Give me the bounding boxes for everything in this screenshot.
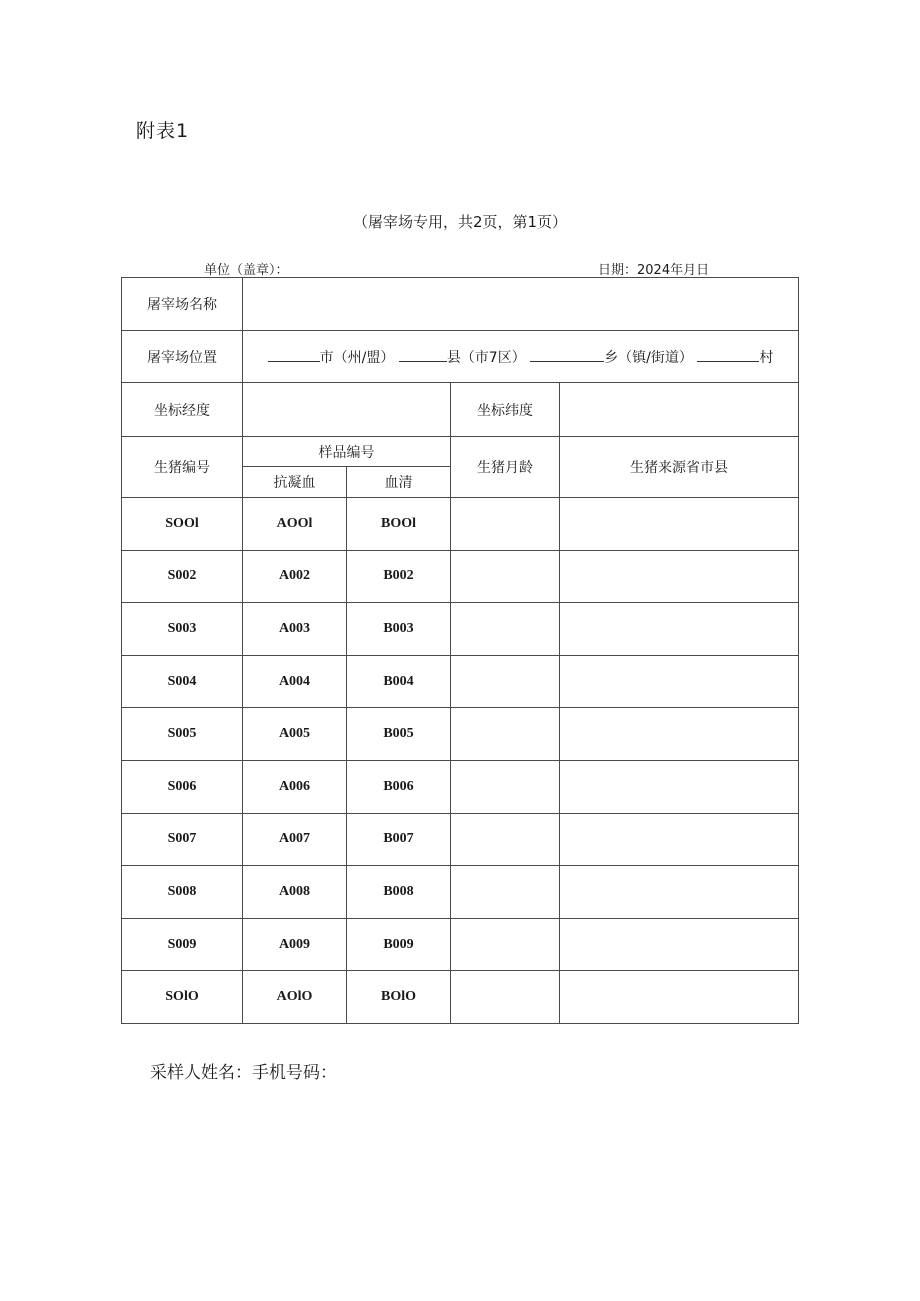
latitude-label: 坐标纬度 (451, 383, 560, 437)
pig-age-cell[interactable] (451, 550, 560, 603)
pig-id-cell: SOlO (122, 971, 243, 1024)
page-subtitle: （屠宰场专用，共2页，第1页） (352, 213, 568, 231)
pig-age-header: 生猪月龄 (451, 437, 560, 498)
anticoagulant-id-cell: AOlO (243, 971, 347, 1024)
pig-age-cell[interactable] (451, 655, 560, 708)
anticoagulant-id-cell: A009 (243, 918, 347, 971)
city-blank[interactable] (268, 349, 320, 362)
anticoagulant-id-cell: A007 (243, 813, 347, 866)
serum-id-cell: B005 (347, 708, 451, 761)
serum-id-cell: B006 (347, 760, 451, 813)
pig-age-cell[interactable] (451, 760, 560, 813)
sampling-form-table (121, 277, 799, 1024)
village-suffix: 村 (759, 349, 774, 366)
serum-id-cell: BOlO (347, 971, 451, 1024)
pig-origin-cell[interactable] (560, 971, 799, 1024)
latitude-field[interactable] (560, 383, 799, 437)
anticoagulant-id-cell: A002 (243, 550, 347, 603)
pig-origin-cell[interactable] (560, 760, 799, 813)
serum-id-cell: B007 (347, 813, 451, 866)
anticoagulant-id-cell: A008 (243, 866, 347, 919)
serum-header: 血清 (347, 467, 451, 498)
pig-age-cell[interactable] (451, 813, 560, 866)
sample-row (122, 866, 799, 919)
pig-origin-cell[interactable] (560, 708, 799, 761)
anticoagulant-id-cell: AOOl (243, 498, 347, 551)
unit-stamp-label: 单位（盖章）： (204, 263, 289, 278)
county-blank[interactable] (399, 349, 447, 362)
serum-id-cell: B009 (347, 918, 451, 971)
sample-row (122, 971, 799, 1024)
pig-id-cell: S003 (122, 603, 243, 656)
pig-origin-cell[interactable] (560, 603, 799, 656)
date-label: 日期：2024年月日 (598, 263, 710, 278)
pig-id-cell: S008 (122, 866, 243, 919)
pig-id-cell: S002 (122, 550, 243, 603)
sampler-info-label: 采样人姓名：手机号码： (150, 1063, 337, 1083)
sample-row (122, 550, 799, 603)
attachment-label: 附表1 (136, 120, 190, 142)
longitude-field[interactable] (243, 383, 451, 437)
anticoagulant-id-cell: A005 (243, 708, 347, 761)
anticoagulant-id-cell: A004 (243, 655, 347, 708)
sample-id-header: 样品编号 (243, 437, 451, 467)
slaughterhouse-name-field[interactable] (243, 278, 799, 331)
sample-row (122, 655, 799, 708)
pig-origin-cell[interactable] (560, 866, 799, 919)
serum-id-cell: B004 (347, 655, 451, 708)
pig-age-cell[interactable] (451, 498, 560, 551)
anticoagulant-id-cell: A006 (243, 760, 347, 813)
pig-origin-cell[interactable] (560, 918, 799, 971)
town-blank[interactable] (530, 349, 604, 362)
pig-id-cell: S006 (122, 760, 243, 813)
anticoagulant-id-cell: A003 (243, 603, 347, 656)
slaughterhouse-name-label: 屠宰场名称 (122, 278, 243, 331)
village-blank[interactable] (697, 349, 759, 362)
sample-row (122, 813, 799, 866)
anticoagulant-header: 抗凝血 (243, 467, 347, 498)
sample-row (122, 708, 799, 761)
pig-origin-cell[interactable] (560, 550, 799, 603)
pig-age-cell[interactable] (451, 866, 560, 919)
slaughterhouse-location-field[interactable] (243, 331, 799, 383)
pig-origin-header: 生猪来源省市县 (560, 437, 799, 498)
pig-age-cell[interactable] (451, 603, 560, 656)
pig-id-cell: S005 (122, 708, 243, 761)
sample-row (122, 498, 799, 551)
serum-id-cell: B003 (347, 603, 451, 656)
county-suffix: 县（市7区） (446, 349, 526, 366)
pig-id-header: 生猪编号 (122, 437, 243, 498)
pig-id-cell: S007 (122, 813, 243, 866)
serum-id-cell: B002 (347, 550, 451, 603)
slaughterhouse-location-label: 屠宰场位置 (122, 331, 243, 383)
pig-age-cell[interactable] (451, 708, 560, 761)
serum-id-cell: B008 (347, 866, 451, 919)
pig-origin-cell[interactable] (560, 655, 799, 708)
pig-id-cell: SOOl (122, 498, 243, 551)
pig-origin-cell[interactable] (560, 498, 799, 551)
sample-row (122, 918, 799, 971)
pig-age-cell[interactable] (451, 918, 560, 971)
city-suffix: 市（州/盟） (319, 349, 395, 366)
pig-id-cell: S004 (122, 655, 243, 708)
pig-id-cell: S009 (122, 918, 243, 971)
pig-origin-cell[interactable] (560, 813, 799, 866)
serum-id-cell: BOOl (347, 498, 451, 551)
pig-age-cell[interactable] (451, 971, 560, 1024)
sample-row (122, 760, 799, 813)
sample-row (122, 603, 799, 656)
longitude-label: 坐标经度 (122, 383, 243, 437)
town-suffix: 乡（镇/街道） (604, 349, 693, 366)
